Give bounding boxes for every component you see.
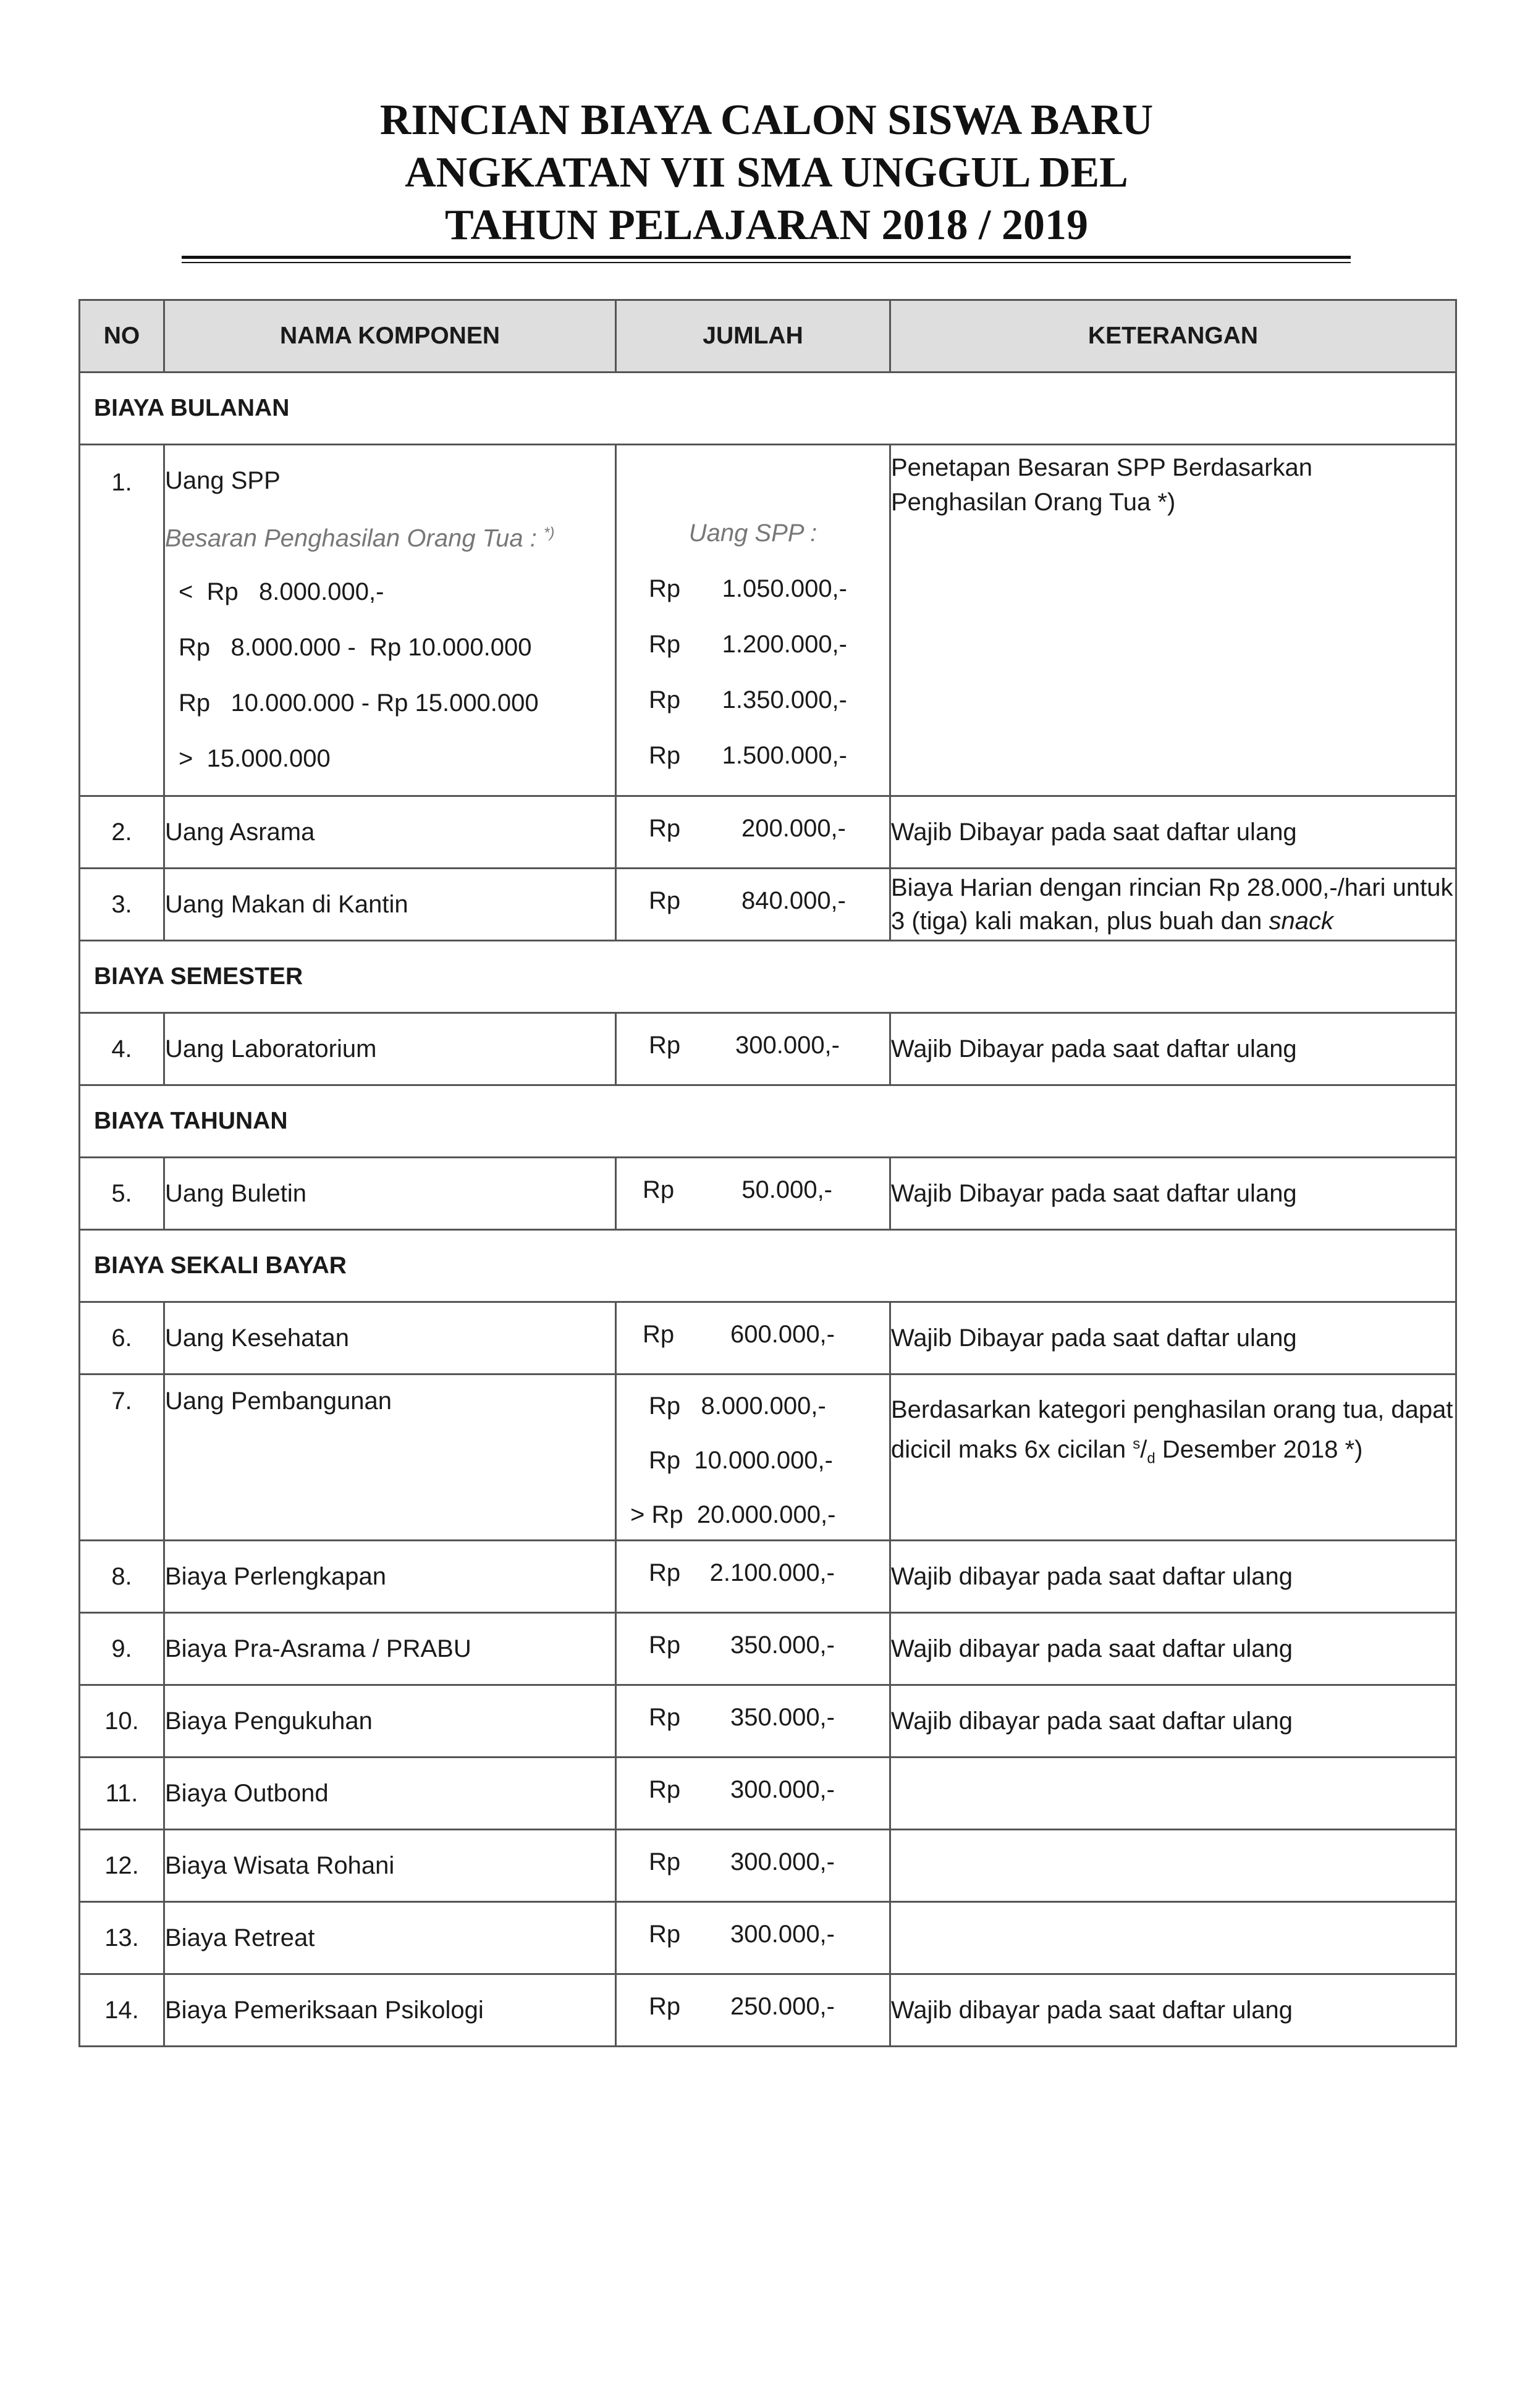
row-note: Wajib dibayar pada saat daftar ulang xyxy=(890,1685,1456,1758)
table-row xyxy=(80,1158,1456,1230)
row-name: Biaya Perlengkapan xyxy=(164,1541,616,1613)
table-row xyxy=(80,1302,1456,1374)
title-line-3: TAHUN PELAJARAN 2018 / 2019 xyxy=(445,201,1088,249)
note-emphasis: snack xyxy=(1269,907,1333,935)
amount-option: Rp 10.000.000,- xyxy=(649,1447,833,1474)
amount-value: 300.000,- xyxy=(730,1921,835,1948)
row-note: Wajib dibayar pada saat daftar ulang xyxy=(890,1613,1456,1685)
row-note xyxy=(890,1374,1456,1541)
row-no: 6. xyxy=(80,1302,164,1374)
row-note xyxy=(890,869,1456,941)
row-amount xyxy=(616,1013,890,1085)
row-amount xyxy=(616,1685,890,1758)
income-tier: Rp 8.000.000 - Rp 10.000.000 xyxy=(179,634,532,661)
income-label-mark: *) xyxy=(543,524,555,541)
row-no: 7. xyxy=(80,1374,164,1541)
title-rule-thin xyxy=(182,262,1351,263)
row-note: Wajib Dibayar pada saat daftar ulang xyxy=(890,1302,1456,1374)
table-row xyxy=(80,796,1456,869)
row-amount xyxy=(616,1541,890,1613)
amount-value: 600.000,- xyxy=(730,1321,835,1348)
row-name: Uang Laboratorium xyxy=(164,1013,616,1085)
row-note xyxy=(890,1830,1456,1902)
row-amount xyxy=(616,1158,890,1230)
header-note: KETERANGAN xyxy=(890,300,1456,373)
row-name: Biaya Wisata Rohani xyxy=(164,1830,616,1902)
row-amount xyxy=(616,1974,890,2047)
header-amount: JUMLAH xyxy=(616,300,890,373)
amount-value: 300.000,- xyxy=(730,1776,835,1803)
header-no: NO xyxy=(80,300,164,373)
section-row xyxy=(80,1230,1456,1302)
row-no: 12. xyxy=(80,1830,164,1902)
row-no: 2. xyxy=(80,796,164,869)
row-note xyxy=(890,1758,1456,1830)
spp-name-cell xyxy=(164,445,616,796)
row-no: 11. xyxy=(80,1758,164,1830)
section-monthly: BIAYA BULANAN xyxy=(80,373,1456,445)
table-row xyxy=(80,1830,1456,1902)
section-once: BIAYA SEKALI BAYAR xyxy=(80,1230,1456,1302)
spp-amount xyxy=(617,620,889,675)
amount-value: 300.000,- xyxy=(730,1848,835,1875)
title-line-2: ANGKATAN VII SMA UNGGUL DEL xyxy=(405,149,1128,196)
currency-label: Rp xyxy=(649,686,681,714)
table-row xyxy=(80,1541,1456,1613)
row-amount xyxy=(616,869,890,941)
amount-value: 1.500.000,- xyxy=(722,742,847,769)
note-text: Biaya Harian dengan rincian Rp 28.000,-/hari untuk 3 (tiga) kali makan, plus buah dan xyxy=(891,874,1453,935)
currency-label: Rp xyxy=(649,815,681,842)
table-row xyxy=(80,1374,1456,1541)
row-amount xyxy=(616,1613,890,1685)
spp-amount xyxy=(617,675,889,731)
amount-value: 250.000,- xyxy=(730,1993,835,2020)
currency-label: Rp xyxy=(649,1921,681,1948)
row-note: Wajib dibayar pada saat daftar ulang xyxy=(890,1541,1456,1613)
note-text: Berdasarkan kategori penghasilan orang tua, dapat dicicil maks 6x cicilan xyxy=(891,1396,1453,1463)
row-no: 1. xyxy=(80,445,164,796)
amount-option: Rp 8.000.000,- xyxy=(649,1392,826,1420)
header-name: NAMA KOMPONEN xyxy=(164,300,616,373)
fee-table xyxy=(78,299,1457,2047)
currency-label: Rp xyxy=(649,1993,681,2020)
amount-value: 350.000,- xyxy=(730,1631,835,1659)
amount-value: 1.200.000,- xyxy=(722,631,847,658)
row-note: Wajib Dibayar pada saat daftar ulang xyxy=(890,796,1456,869)
section-row xyxy=(80,941,1456,1013)
currency-label: Rp xyxy=(649,742,681,769)
currency-label: Rp xyxy=(649,631,681,658)
row-name: Biaya Outbond xyxy=(164,1758,616,1830)
note-slash: / xyxy=(1140,1436,1147,1463)
row-amount xyxy=(616,1374,890,1541)
amount-value: 1.050.000,- xyxy=(722,575,847,602)
row-no: 14. xyxy=(80,1974,164,2047)
currency-label: Rp xyxy=(649,1032,681,1059)
note-text-end: Desember 2018 *) xyxy=(1162,1436,1363,1463)
income-tier: Rp 10.000.000 - Rp 15.000.000 xyxy=(179,689,539,717)
amount-value: 840.000,- xyxy=(741,887,846,914)
currency-label: Rp xyxy=(643,1321,675,1348)
amount-value: 50.000,- xyxy=(741,1176,832,1203)
row-note: Wajib dibayar pada saat daftar ulang xyxy=(890,1974,1456,2047)
table-row xyxy=(80,1902,1456,1974)
spp-amount xyxy=(617,731,889,786)
row-name: Uang Makan di Kantin xyxy=(164,869,616,941)
currency-label: Rp xyxy=(649,1704,681,1731)
income-tier: > 15.000.000 xyxy=(179,745,331,772)
currency-label: Rp xyxy=(649,887,681,914)
currency-label: Rp xyxy=(649,1848,681,1875)
row-name: Biaya Pemeriksaan Psikologi xyxy=(164,1974,616,2047)
row-no: 5. xyxy=(80,1158,164,1230)
table-row xyxy=(80,1974,1456,2047)
section-row xyxy=(80,1085,1456,1158)
spp-note: Penetapan Besaran SPP Berdasarkan Penghasilan Orang Tua *) xyxy=(890,445,1456,796)
header-row xyxy=(80,300,1456,373)
row-name: Biaya Pengukuhan xyxy=(164,1685,616,1758)
table-row xyxy=(80,1613,1456,1685)
spp-amount-cell xyxy=(616,445,890,796)
row-note: Wajib Dibayar pada saat daftar ulang xyxy=(890,1158,1456,1230)
income-tier: < Rp 8.000.000,- xyxy=(179,578,384,605)
row-name: Biaya Retreat xyxy=(164,1902,616,1974)
spp-name: Uang SPP xyxy=(165,467,281,494)
table-row xyxy=(80,1758,1456,1830)
row-name: Biaya Pra-Asrama / PRABU xyxy=(164,1613,616,1685)
table-row xyxy=(80,869,1456,941)
amount-value: 350.000,- xyxy=(730,1704,835,1731)
table-row xyxy=(80,1013,1456,1085)
row-name: Uang Kesehatan xyxy=(164,1302,616,1374)
spp-amount xyxy=(617,564,889,620)
currency-label: Rp xyxy=(649,1631,681,1659)
table-row xyxy=(80,1685,1456,1758)
title-line-1: RINCIAN BIAYA CALON SISWA BARU xyxy=(379,96,1154,144)
row-note: Wajib Dibayar pada saat daftar ulang xyxy=(890,1013,1456,1085)
row-name: Uang Pembangunan xyxy=(164,1374,616,1541)
row-no: 3. xyxy=(80,869,164,941)
row-amount xyxy=(616,1302,890,1374)
row-name: Uang Asrama xyxy=(164,796,616,869)
amount-value: 2.100.000,- xyxy=(709,1559,835,1586)
currency-label: Rp xyxy=(649,1559,681,1586)
row-no: 4. xyxy=(80,1013,164,1085)
row-amount xyxy=(616,1830,890,1902)
row-no: 9. xyxy=(80,1613,164,1685)
note-sub: d xyxy=(1147,1450,1155,1467)
income-label-text: Besaran Penghasilan Orang Tua : xyxy=(165,524,537,552)
currency-label: Rp xyxy=(649,1776,681,1803)
row-no: 8. xyxy=(80,1541,164,1613)
row-amount xyxy=(616,1902,890,1974)
row-note xyxy=(890,1902,1456,1974)
row-no: 13. xyxy=(80,1902,164,1974)
amount-value: 200.000,- xyxy=(741,815,846,842)
income-label xyxy=(165,502,615,564)
amount-value: 1.350.000,- xyxy=(722,686,847,714)
table-row xyxy=(80,445,1456,796)
row-no: 10. xyxy=(80,1685,164,1758)
spp-amount-label: Uang SPP : xyxy=(688,520,817,547)
section-yearly: BIAYA TAHUNAN xyxy=(80,1085,1456,1158)
row-name: Uang Buletin xyxy=(164,1158,616,1230)
row-amount xyxy=(616,796,890,869)
section-row xyxy=(80,373,1456,445)
currency-label: Rp xyxy=(643,1176,675,1203)
title-rule-thick xyxy=(182,256,1351,259)
amount-option: > Rp 20.000.000,- xyxy=(630,1501,836,1528)
note-sup: s xyxy=(1133,1436,1141,1452)
amount-value: 300.000,- xyxy=(735,1032,840,1059)
section-semester: BIAYA SEMESTER xyxy=(80,941,1456,1013)
currency-label: Rp xyxy=(649,575,681,602)
row-amount xyxy=(616,1758,890,1830)
